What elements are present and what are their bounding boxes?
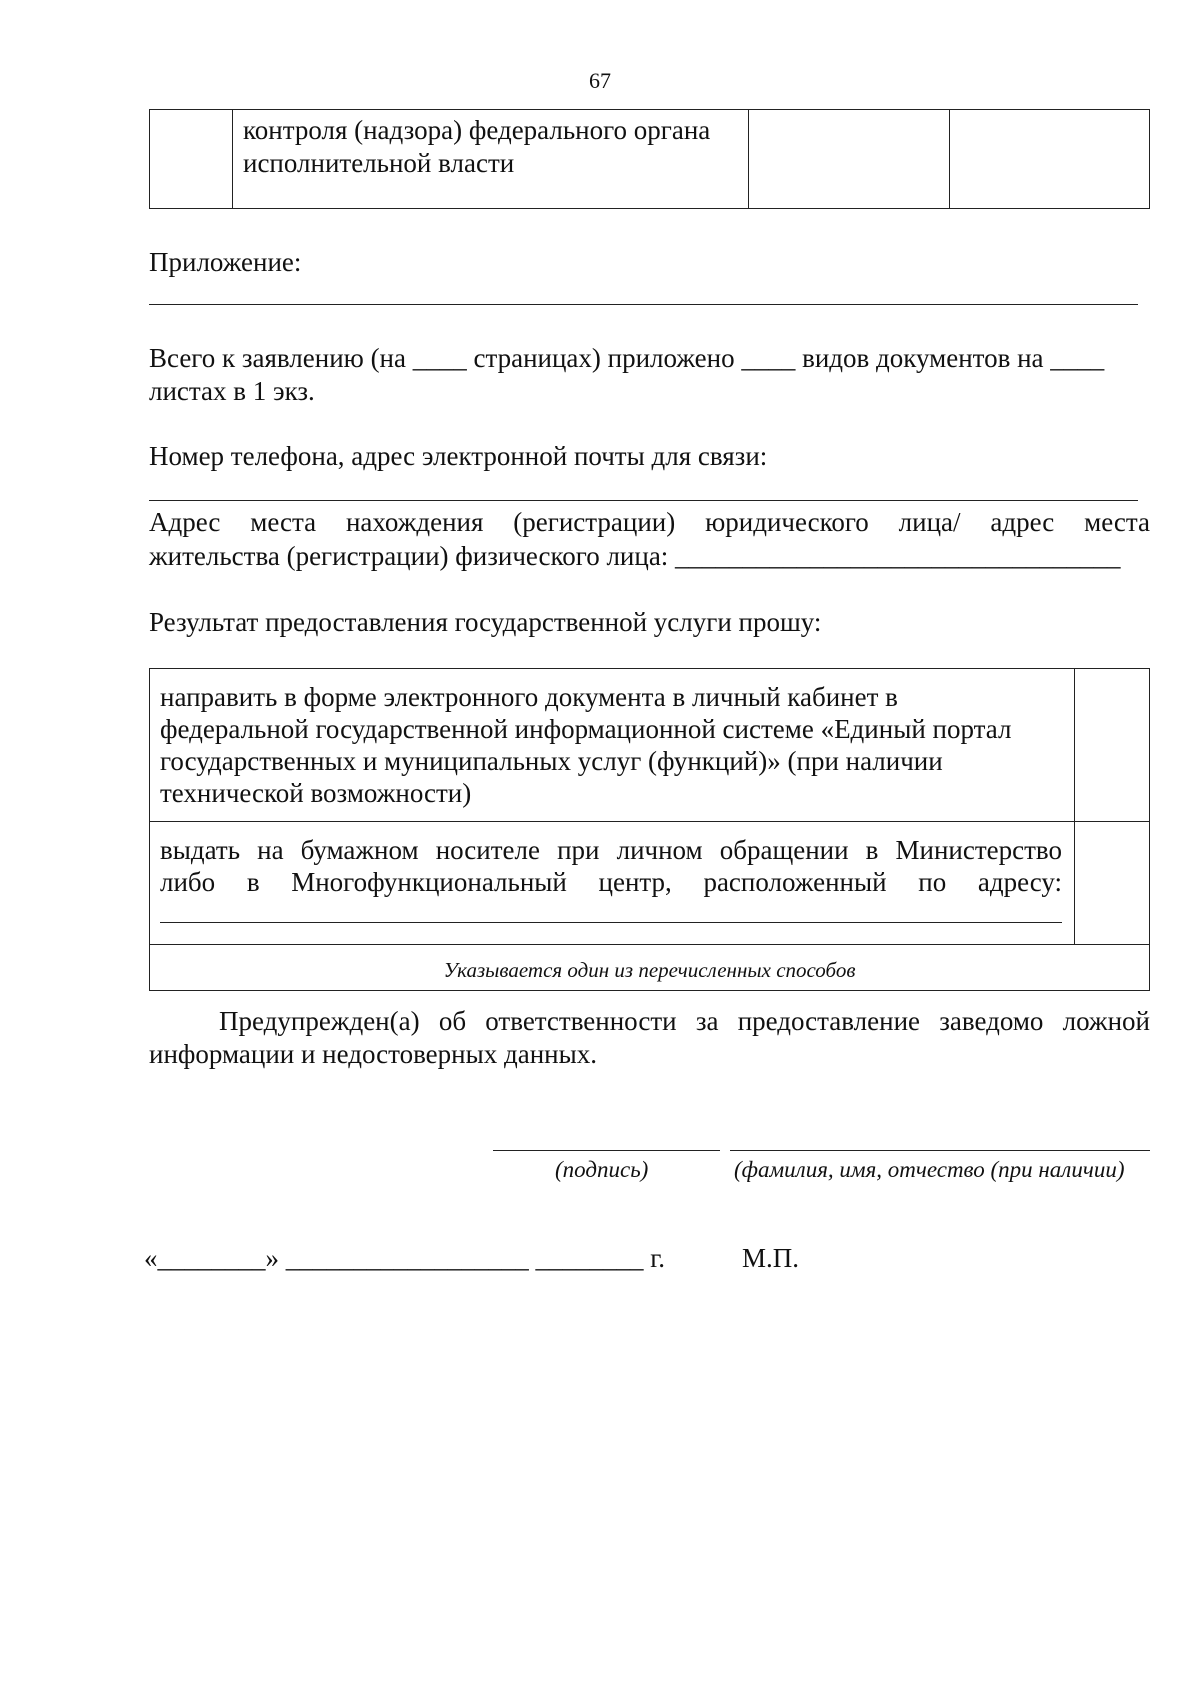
table-cell-empty [749,110,950,209]
name-line [730,1150,1150,1151]
address-line-2: жительства (регистрации) физического лица: _________________________________ [149,541,1121,571]
total-line-2: листах в 1 экз. [149,376,315,406]
table-row [150,669,1150,822]
option-line: федеральной государственной информационной системе «Единый портал [160,714,1012,744]
option-line: государственных и муниципальных услуг (функций)» (при наличии [160,746,943,776]
option-electronic [150,669,1075,822]
name-caption: (фамилия, имя, отчество (при наличии) [734,1157,1125,1182]
table-cell-text [233,110,749,209]
table-cell-number [150,110,233,209]
option-line: выдать на бумажном носителе при личном обращении в Министерство [160,835,1062,865]
address-fill-line [160,922,1062,923]
option-paper-checkbox[interactable] [1075,822,1150,945]
attachment-fill-line [149,304,1138,305]
option-line: технической возможности) [160,778,472,808]
result-options-table [149,668,1150,991]
address-line-1: Адрес места нахождения (регистрации) юридического лица/ адрес места [149,507,1150,537]
stamp-label: М.П. [742,1243,800,1273]
option-line: либо в Многофункциональный центр, расположенный по адресу: [160,867,1062,897]
page-number: 67 [589,68,611,93]
choice-note: Указывается один из перечисленных способов [150,945,1150,991]
table-cell-empty [950,110,1150,209]
option-electronic-checkbox[interactable] [1075,669,1150,822]
table-cell-line: контроля (надзора) федерального органа [243,115,711,145]
date-line: «________» __________________ ________ г. [144,1243,666,1273]
contact-label: Номер телефона, адрес электронной почты для связи: [149,441,768,471]
total-line-1: Всего к заявлению (на ____ страницах) приложено ____ видов документов на ____ [149,343,1105,373]
attachment-label: Приложение: [149,247,302,277]
continuation-table [149,109,1150,209]
contact-fill-line [149,500,1138,501]
table-row [150,822,1150,945]
warning-line-1: Предупрежден(а) об ответственности за предоставление заведомо ложной [219,1006,1150,1036]
table-row [150,110,1150,209]
table-cell-line: исполнительной власти [243,148,515,178]
table-row [150,945,1150,991]
warning-line-2: информации и недостоверных данных. [149,1039,598,1069]
option-line: направить в форме электронного документа в личный кабинет в [160,682,898,712]
signature-line [493,1150,720,1151]
option-paper [150,822,1075,945]
signature-caption: (подпись) [555,1157,649,1182]
result-heading: Результат предоставления государственной услуги прошу: [149,607,822,637]
